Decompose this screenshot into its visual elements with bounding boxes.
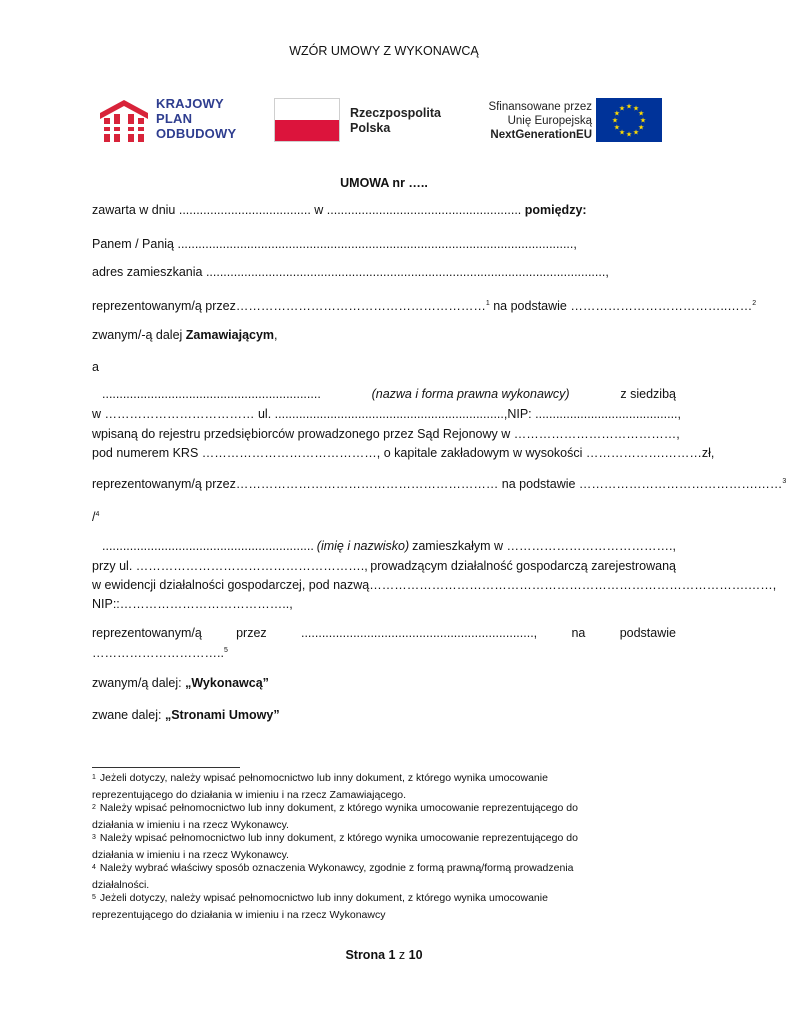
by-label: przez xyxy=(236,626,267,640)
footnote-2 xyxy=(92,801,676,832)
person-representative-line xyxy=(92,625,676,641)
seat-label: z siedzibą xyxy=(620,387,676,401)
footnote-3 xyxy=(92,831,676,862)
page-label: Strona xyxy=(345,948,389,962)
contractor-role-name: „Wykonawcą” xyxy=(185,676,269,690)
concluded-on-text: zawarta w dniu ...................................... w ........................................................ xyxy=(92,203,525,217)
contractor-called-line xyxy=(92,675,676,691)
eu-star-icon: ★ xyxy=(639,117,647,125)
footnote-4-number: 4 xyxy=(92,864,96,871)
parties-role-name: „Stronami Umowy” xyxy=(164,708,280,722)
eu-star-icon: ★ xyxy=(613,110,621,118)
rp-logo-line1: Rzeczpospolita xyxy=(350,106,441,120)
court-register-line: wpisaną do rejestru przedsiębiorców prowadzonego przez Sąd Rejonowy w …………………………………, xyxy=(92,427,680,441)
footnote-5-line1: Jeżeli dotyczy, należy wpisać pełnomocnictwo lub inny dokument, z którego wynika umocowanie xyxy=(99,892,548,904)
contractor-representative-line xyxy=(92,474,786,492)
kpo-logo xyxy=(100,96,260,144)
footnote-3-lead xyxy=(92,831,96,848)
eu-star-icon: ★ xyxy=(637,110,645,118)
person-street-text: przy ul. ………………………………………………., xyxy=(92,559,368,573)
contract-title: UMOWA nr ….. xyxy=(340,176,428,190)
eu-logo-line2: Unię Europejską xyxy=(507,115,592,127)
company-name-blank: ............................................................... xyxy=(102,387,321,401)
client-name-line: Panem / Panią .................................................................................................................., xyxy=(92,237,577,251)
footnote-5-lead xyxy=(92,891,96,908)
footnote-1 xyxy=(92,771,676,802)
contractor-representative-text: reprezentowanym/ą przez……………………………………………………… na podstawie …………………………………….…… xyxy=(92,477,783,491)
footnote-3-line2: działania w imieniu i na rzecz Wykonawcy. xyxy=(92,849,289,861)
client-basis-text: na podstawie ………………………………..…… xyxy=(489,299,753,313)
rp-logo-line2: Polska xyxy=(350,121,391,135)
footnote-2-number: 2 xyxy=(92,804,96,811)
kpo-mark-icon xyxy=(100,100,148,142)
contractor-address-line xyxy=(92,406,681,422)
eu-logo xyxy=(472,98,668,142)
footnote-4-line2: działalności. xyxy=(92,879,150,891)
eu-star-icon: ★ xyxy=(632,129,640,137)
current-page-number: 1 xyxy=(388,948,396,962)
person-name-hint: (imię i nazwisko) xyxy=(316,539,410,553)
client-called-text: zwanym/-ą dalej xyxy=(92,328,186,342)
krs-capital-text: pod numerem KRS ……………………………………, o kapitale zakładowym w wysokości ……………….……… xyxy=(92,446,702,460)
krs-capital-line xyxy=(92,445,715,461)
footnote-4 xyxy=(92,861,676,892)
business-registered-text: prowadzącym działalność gospodarczą zarejestrowaną xyxy=(370,559,676,573)
page-footer xyxy=(0,948,768,962)
footnote-1-line1: Jeżeli dotyczy, należy wpisać pełnomocnictwo lub inny dokument, z którego wynika umocowanie xyxy=(99,772,548,784)
footnote-ref-5: 5 xyxy=(223,647,228,654)
eu-star-icon: ★ xyxy=(613,124,621,132)
rp-logo xyxy=(274,98,454,142)
person-street-line xyxy=(92,558,676,574)
contractor-street-text: w ……………………………… ul. .................................................................., xyxy=(92,407,508,421)
eu-star-icon: ★ xyxy=(632,105,640,113)
footnote-1-lead xyxy=(92,771,96,788)
contractor-called-text: zwanym/ą dalej: xyxy=(92,676,186,690)
client-called-line xyxy=(92,327,676,343)
client-called-comma: , xyxy=(274,328,278,342)
client-address-line: adres zamieszkania ..................................................................................................................., xyxy=(92,265,609,279)
person-name-blank: ............................................................. xyxy=(102,539,314,553)
footnote-5 xyxy=(92,891,676,922)
client-representative-line xyxy=(92,296,757,314)
variant-separator xyxy=(92,507,676,525)
footnote-ref-2: 2 xyxy=(752,300,757,307)
footnote-2-lead xyxy=(92,801,96,818)
company-name-hint: (nazwa i forma prawna wykonawcy) xyxy=(371,387,570,401)
logo-bar xyxy=(100,96,668,148)
representative-blank: ..................................................................., xyxy=(300,626,538,640)
footnote-2-line1: Należy wpisać pełnomocnictwo lub inny dokument, z którego wynika umocowanie reprezentującego do xyxy=(99,802,578,814)
kpo-logo-line1: KRAJOWY xyxy=(156,96,224,111)
footnote-4-line1: Należy wybrać właściwy sposób oznaczenia Wykonawcy, zgodnie z formą prawną/formą prowadzenia xyxy=(99,862,574,874)
total-pages-number: 10 xyxy=(408,948,423,962)
footnote-5-number: 5 xyxy=(92,894,96,901)
business-name-blank: ……………………………………………………………………………….……, xyxy=(369,578,777,592)
concluded-on-line xyxy=(92,202,676,218)
eu-star-icon: ★ xyxy=(625,103,633,111)
footnote-3-number: 3 xyxy=(92,834,96,841)
basis-label: podstawie xyxy=(619,626,676,640)
eu-star-icon: ★ xyxy=(637,124,645,132)
footnote-1-number: 1 xyxy=(92,774,96,781)
kpo-logo-line3: ODBUDOWY xyxy=(156,126,237,141)
footnote-separator xyxy=(92,767,240,768)
residence-text: zamieszkałym w …………………………………., xyxy=(412,539,676,553)
eu-logo-line3: NextGenerationEU xyxy=(490,129,592,141)
person-basis-line xyxy=(92,643,676,661)
currency-label: zł, xyxy=(701,446,715,460)
basis-blank: ………………………….. xyxy=(92,646,224,660)
contractor-person-line xyxy=(102,538,676,554)
on-label: na xyxy=(571,626,586,640)
between-label: pomiędzy: xyxy=(524,203,587,217)
eu-flag-icon xyxy=(596,98,662,142)
person-representative-label: reprezentowanym/ą xyxy=(92,626,202,640)
parties-called-text: zwane dalej: xyxy=(92,708,165,722)
client-role-name: Zamawiającym xyxy=(185,328,275,342)
client-representative-text: reprezentowanym/ą przez…………………………………………………… xyxy=(92,299,486,313)
eu-star-icon: ★ xyxy=(618,105,626,113)
eu-logo-line1: Sfinansowane przez xyxy=(488,101,592,113)
contractor-nip-text: NIP: ........................................., xyxy=(507,407,681,421)
eu-star-icon: ★ xyxy=(625,131,633,139)
page-header-title: WZÓR UMOWY Z WYKONAWCĄ xyxy=(289,44,479,58)
footnote-ref-4: 4 xyxy=(95,511,100,518)
eu-star-icon: ★ xyxy=(611,117,619,125)
business-name-line xyxy=(92,577,777,593)
parties-called-line xyxy=(92,707,676,723)
contractor-company-line xyxy=(102,386,676,402)
footnote-ref-1: 1 xyxy=(485,300,490,307)
footnote-2-line2: działania w imieniu i na rzecz Wykonawcy. xyxy=(92,819,289,831)
kpo-logo-line2: PLAN xyxy=(156,111,193,126)
footnote-1-line2: reprezentującego do działania w imieniu i na rzecz Zamawiającego. xyxy=(92,789,407,801)
business-register-text: w ewidencji działalności gospodarczej, pod nazwą xyxy=(92,578,370,592)
footnote-3-line1: Należy wpisać pełnomocnictwo lub inny dokument, z którego wynika umocowanie reprezentującego do xyxy=(99,832,578,844)
eu-star-icon: ★ xyxy=(618,129,626,137)
page-of-label: z xyxy=(395,948,409,962)
footnote-4-lead xyxy=(92,861,96,878)
slash-text: / xyxy=(92,510,96,524)
conjunction-a: a xyxy=(92,360,99,374)
footnote-ref-3: 3 xyxy=(782,478,786,485)
footnote-5-line2: reprezentującego do działania w imieniu i na rzecz Wykonawcy xyxy=(92,909,386,921)
poland-flag-icon xyxy=(274,98,340,142)
person-nip-line: NIP::………………………………….., xyxy=(92,597,293,611)
